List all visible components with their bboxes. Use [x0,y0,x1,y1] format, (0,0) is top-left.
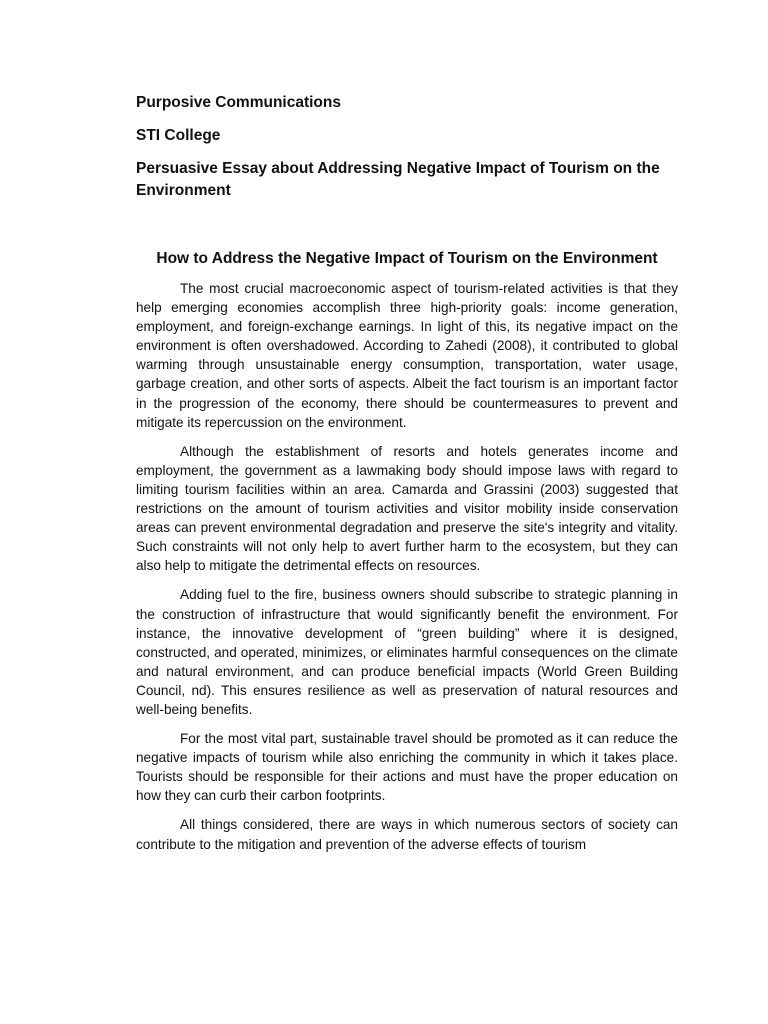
essay-paragraph-2: Although the establishment of resorts and hotels generates income and employment, the government as a lawmaking body should impose laws with regard to limiting tourism facilities within an area. Camarda and Grassini (2003) suggested that restrictions on the amount of tourism activities and visitor mobility inside conservation areas can prevent environmental degradation and preserve the site's integrity and vitality. Such constraints will not only help to avert further harm to the ecosystem, but they can also help to mitigate the detrimental effects on resources. [136,443,678,574]
essay-paragraph-5: All things considered, there are ways in which numerous sectors of society can contribute to the mitigation and prevention of the adverse effects of tourism [136,817,678,852]
school-name: STI College [136,127,221,144]
essay-title: How to Address the Negative Impact of Tourism on the Environment [156,250,658,267]
course-name: Purposive Communications [136,94,341,111]
essay-paragraph-4: For the most vital part, sustainable travel should be promoted as it can reduce the negative impacts of tourism while also enriching the community in which it takes place. Tourists should be responsible for their actions and must have the proper education on how they can curb their carbon footprints. [136,731,678,804]
essay-paragraph-1: The most crucial macroeconomic aspect of tourism-related activities is that they help emerging economies accomplish three high-priority goals: income generation, employment, and foreign-exchange earnings. In light of this, its negative impact on the environment is often overshadowed. According to Zahedi (2008), it contributed to global warming through unsustainable energy consumption, transportation, water usage, garbage creation, and other sorts of aspects. Albeit the fact tourism is an important factor in the progression of the economy, there should be countermeasures to prevent and mitigate its repercussion on the environment. [136,281,678,430]
assignment-title: Persuasive Essay about Addressing Negative Impact of Tourism on the Environment [136,160,660,199]
essay-paragraph-3: Adding fuel to the fire, business owners should subscribe to strategic planning in the construction of infrastructure that would significantly benefit the environment. For instance, the innovative development of “green building” where it is designed, constructed, and operated, minimizes, or eliminates harmful consequences on the climate and natural environment, and can produce beneficial impacts (World Green Building Council, nd). This ensures resilience as well as preservation of natural resources and well-being benefits. [136,587,678,717]
document-content [136,92,678,864]
